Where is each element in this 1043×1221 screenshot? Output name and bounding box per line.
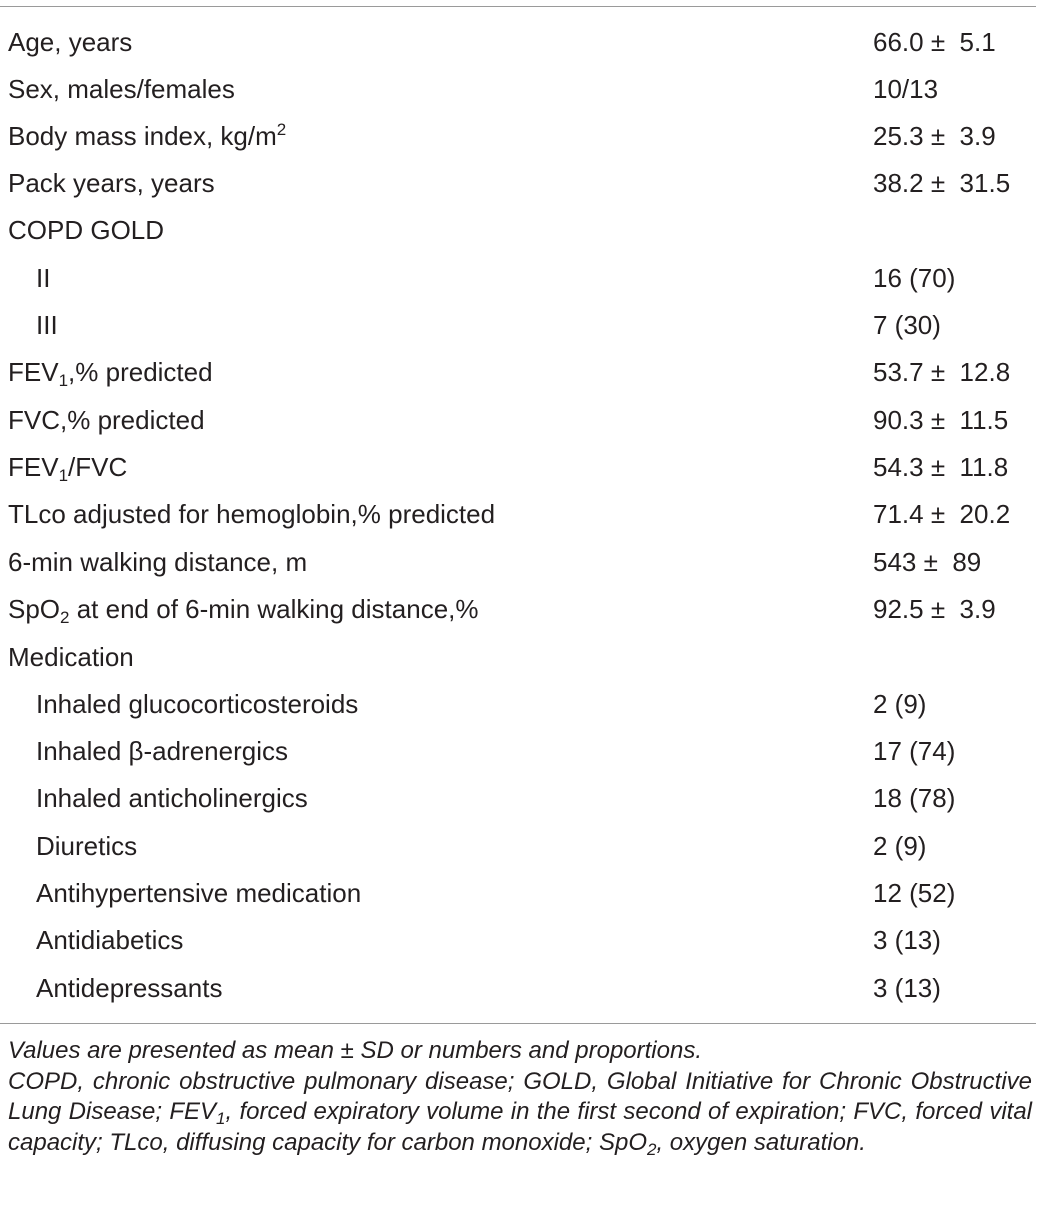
row-value: 2 (9) [873,688,927,719]
row-label [8,121,286,151]
row-label [8,451,128,485]
table-row-diuretics [0,822,1036,869]
row-label-text: at end of 6-min walking distance,% [69,593,479,624]
row-label: Sex, males/females [8,73,235,104]
row-value: 2 (9) [873,830,927,861]
row-label-subscript: 1 [58,370,69,390]
row-label: Antidepressants [36,972,223,1003]
row-value: 18 (78) [873,782,956,813]
row-value: 25.3 ± 3.9 [873,120,996,151]
table-row-pack-years [0,159,1036,206]
row-label-text: FEV [8,356,59,387]
table-row-copd-gold [0,206,1036,253]
row-label: Antidiabetics [36,924,184,955]
row-label-subscript: 1 [58,465,69,485]
row-label-text: SpO [8,593,61,624]
table-top-rule [0,6,1036,7]
table-row-antidepressants [0,964,1036,1011]
row-label: Pack years, years [8,167,215,198]
footnote-values-note: Values are presented as mean ± SD or numbers and proportions. [8,1037,702,1064]
row-label-superscript: 2 [276,119,287,139]
table-row-fev1-fvc [0,443,1036,490]
row-label [8,593,479,627]
row-label: 6-min walking distance, m [8,546,308,577]
table-row-beta-adrenergics [0,727,1036,774]
table-row-bmi [0,112,1036,159]
row-label: Diuretics [36,830,138,861]
table-row-gold-ii [0,254,1036,301]
footnote-text: , oxygen saturation. [656,1128,866,1156]
table-row-antihypertensive [0,869,1036,916]
table-row-antidiabetics [0,916,1036,963]
table-row-glucocorticosteroids [0,680,1036,727]
table-row-walking-distance [0,538,1036,585]
row-value: 543 ± 89 [873,546,982,577]
row-value: 7 (30) [873,309,941,340]
table-row-fvc [0,396,1036,443]
table-row-spo2 [0,585,1036,632]
row-value: 12 (52) [873,877,956,908]
footnote-text: COPD, chronic obstructive pulmonary disease; GOLD, Global Initiative for Chronic Obstructive Lung Disease; FEV [8,1067,1032,1125]
row-label: FVC,% predicted [8,404,205,435]
row-value: 54.3 ± 11.8 [873,451,1009,482]
row-label: II [36,262,51,293]
row-value: 10/13 [873,73,939,104]
row-value: 3 (13) [873,924,941,955]
row-label: Age, years [8,26,133,57]
table-row-medication [0,633,1036,680]
row-label: III [36,309,58,340]
table-footnote [8,1036,1032,1158]
row-label-text: ,% predicted [68,356,213,387]
table-row-sex [0,65,1036,112]
footnote-subscript: 2 [647,1139,657,1159]
row-value: 53.7 ± 12.8 [873,356,1011,387]
row-value: 90.3 ± 11.5 [873,404,1009,435]
footnote-abbreviations [8,1067,1032,1159]
row-label-text: FEV [8,451,59,482]
row-value: 16 (70) [873,262,956,293]
row-value: 38.2 ± 31.5 [873,167,1011,198]
row-label-subscript: 2 [60,607,70,627]
table-row-tlco [0,490,1036,537]
row-label: Inhaled β-adrenergics [36,735,288,766]
row-value: 3 (13) [873,972,941,1003]
table-row-fev1 [0,348,1036,395]
row-label: COPD GOLD [8,214,165,245]
row-value: 92.5 ± 3.9 [873,593,996,624]
row-label-text: /FVC [68,451,128,482]
table-row-age [0,18,1036,65]
table-row-gold-iii [0,301,1036,348]
row-label: Inhaled glucocorticosteroids [36,688,359,719]
row-label: Inhaled anticholinergics [36,782,308,813]
row-label: Antihypertensive medication [36,877,362,908]
footnote-text: , forced expiratory volume in the first second of expiration; FVC, forced vital capacity; TLco, diffusing capacity for carbon monoxide; SpO [8,1098,1032,1156]
row-value: 17 (74) [873,735,956,766]
table-bottom-rule [0,1023,1036,1024]
footnote-subscript: 1 [216,1109,226,1128]
row-label [8,356,213,390]
row-label: TLco adjusted for hemoglobin,% predicted [8,498,496,529]
row-value: 71.4 ± 20.2 [873,498,1011,529]
row-label: Medication [8,641,134,672]
row-value: 66.0 ± 5.1 [873,26,996,57]
row-label-text: Body mass index, kg/m [8,120,277,151]
table-row-anticholinergics [0,774,1036,821]
